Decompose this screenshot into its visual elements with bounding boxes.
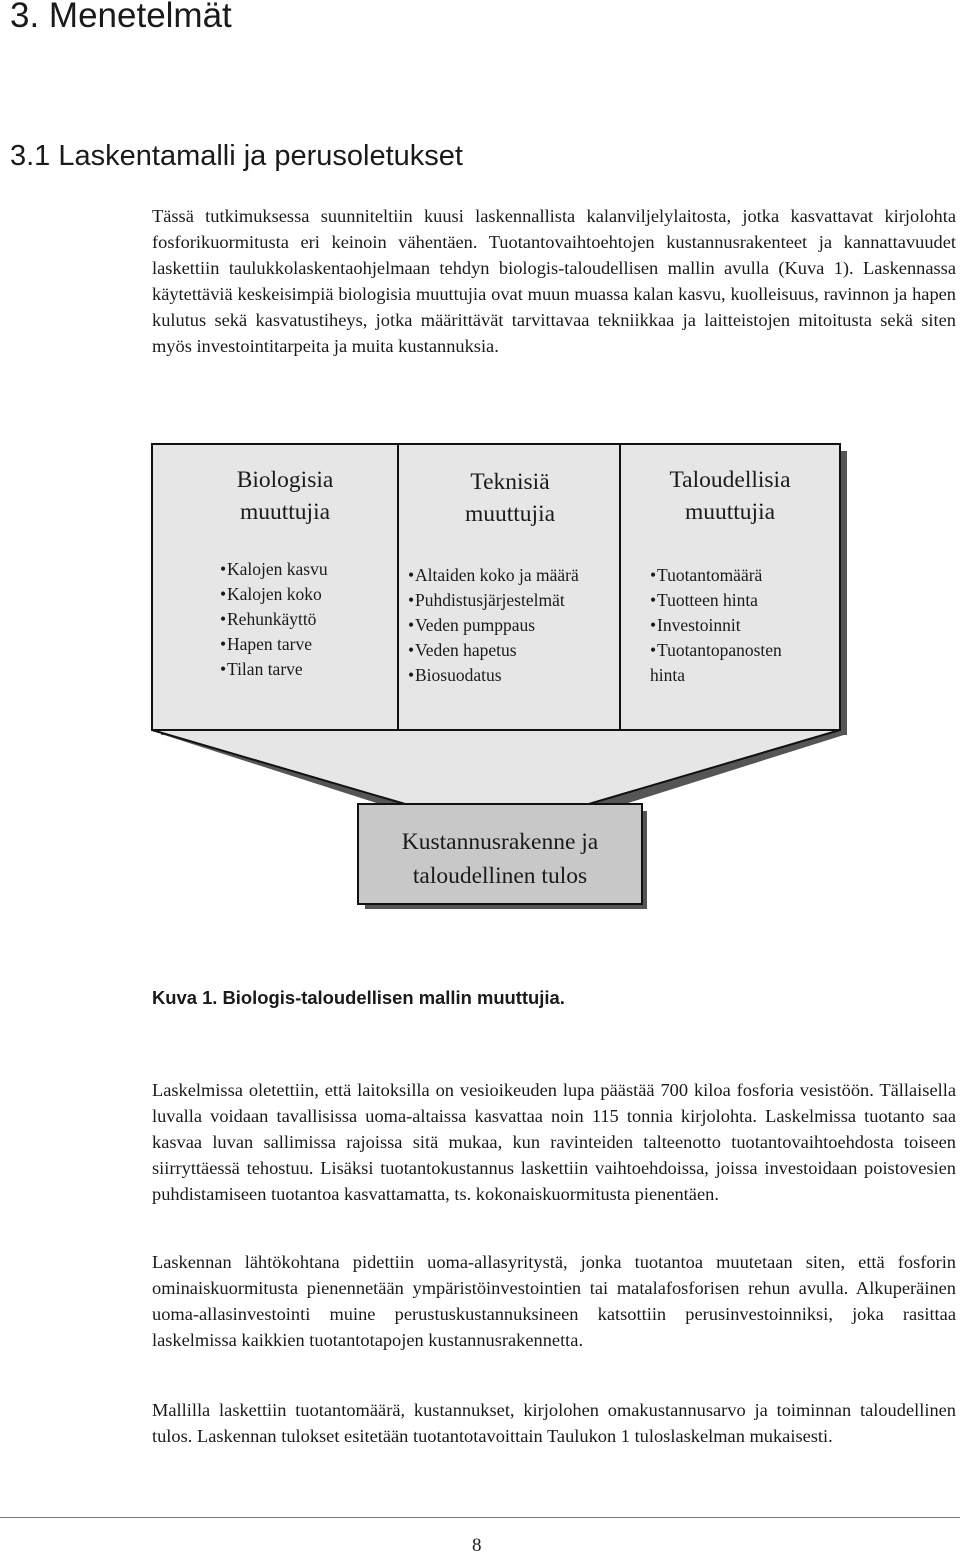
section-title: 3.1 Laskentamalli ja perusoletukset [10,140,463,172]
footer-divider [0,1517,960,1518]
economic-title-line-2: muuttujia [684,499,776,525]
bullet-icon: • [408,615,415,635]
result-line-2: taloudellinen tulos [412,863,588,889]
list-item: •Investoinnit [650,613,782,638]
list-item: •Hapen tarve [220,632,328,657]
list-item: •Altaiden koko ja määrä [408,563,579,588]
chapter-title: 3. Menetelmät [10,0,232,35]
economic-column-title [628,464,832,528]
figure-caption: Kuva 1. Biologis-taloudellisen mallin muuttujia. [152,987,565,1008]
bullet-icon: • [220,634,227,654]
economic-title-line-1: Taloudellisia [669,467,791,493]
list-item: •Rehunkäyttö [220,607,328,632]
list-item: •Kalojen koko [220,582,328,607]
intro-paragraph: Tässä tutkimuksessa suunniteltiin kuusi laskennallista kalanviljelylaitosta, jotka kasvattavat kirjolohta fosforikuormitusta eri keinoin vähentäen. Tuotantovaihtoehtojen kustannusrakenteet ja kannattavuudet laskettiin taulukkolaskentaohjelmaan tehdyn biologis-taloudellisen mallin avulla (Kuva 1). Laskennassa käytettäviä keskeisimpiä biologisia muuttujia ovat muun muassa kalan kasvu, kuolleisuus, ravinnon ja hapen kulutus sekä kasvatustiheys, jotka määrittävät tarvittavaa tekniikkaa ja laitteistojen mitoitusta sekä siten myös investointitarpeita ja muita kustannuksia. [152,206,956,356]
bullet-icon: • [220,659,227,679]
result-box-label [360,825,640,893]
list-item: hinta [650,665,685,685]
list-item: •Biosuodatus [408,663,579,688]
list-item: •Tilan tarve [220,657,328,682]
bullet-icon: • [650,590,657,610]
biological-title-line-2: muuttujia [239,499,331,525]
list-item: •Veden hapetus [408,638,579,663]
technical-title-line-1: Teknisiä [470,469,550,495]
bullet-icon: • [408,565,415,585]
economic-variables-list [650,563,782,688]
model-diagram [150,440,850,940]
bullet-icon: • [220,559,227,579]
technical-variables-list [408,563,579,688]
bullet-icon: • [650,615,657,635]
result-line-1: Kustannusrakenne ja [401,829,599,855]
list-item: •Veden pumppaus [408,613,579,638]
bullet-icon: • [650,640,657,660]
bullet-icon: • [220,584,227,604]
bullet-icon: • [408,665,415,685]
page-number: 8 [472,1535,482,1556]
body-paragraph: Laskennan lähtökohtana pidettiin uoma-allasyritystä, jonka tuotantoa muutetaan siten, että fosforin ominaiskuormitusta pienennetään ympäristöinvestointien tai matalafosforisen rehun avulla. Alkuperäinen uoma-allasinvestointi muine perustuskustannuksineen katsottiin perusinvestoinniksi, joka rasittaa laskelmissa kaikkien tuotantotapojen kustannusrakennetta. [152,1252,956,1350]
body-paragraph: Laskelmissa oletettiin, että laitoksilla on vesioikeuden lupa päästää 700 kiloa fosforia vesistöön. Tällaisella luvalla voidaan tavallisissa uoma-altaissa kasvattaa noin 115 tonnia kirjolohta. Laskelmissa tuotanto saa kasvaa luvan sallimissa rajoissa sitä mukaa, kun ravinteiden talteenotto tuotantovaihtoehdosta toiseen siirryttäessä tehostuu. Lisäksi tuotantokustannus laskettiin vaihtoehdoissa, joissa investoidaan poistovesien puhdistamiseen tuotantoa kasvattamatta, ts. kokonaiskuormitusta pienentäen. [152,1080,956,1204]
body-paragraph: Mallilla laskettiin tuotantomäärä, kustannukset, kirjolohen omakustannusarvo ja toiminnan taloudellinen tulos. Laskennan tulokset esitetään tuotantotavoittain Taulukon 1 tuloslaskelman mukaisesti. [152,1400,956,1446]
list-item: •Tuotteen hinta [650,588,782,613]
technical-column-title [410,466,610,530]
list-item: •Tuotantopanosten [650,638,782,663]
list-item: •Tuotantomäärä [650,563,782,588]
bullet-icon: • [408,590,415,610]
bullet-icon: • [408,640,415,660]
list-item: •Kalojen kasvu [220,557,328,582]
bullet-icon: • [650,565,657,585]
technical-title-line-2: muuttujia [464,501,556,527]
biological-title-line-1: Biologisia [236,467,334,493]
biological-column-title [190,464,380,528]
list-item: •Puhdistusjärjestelmät [408,588,579,613]
biological-variables-list [220,557,328,682]
bullet-icon: • [220,609,227,629]
